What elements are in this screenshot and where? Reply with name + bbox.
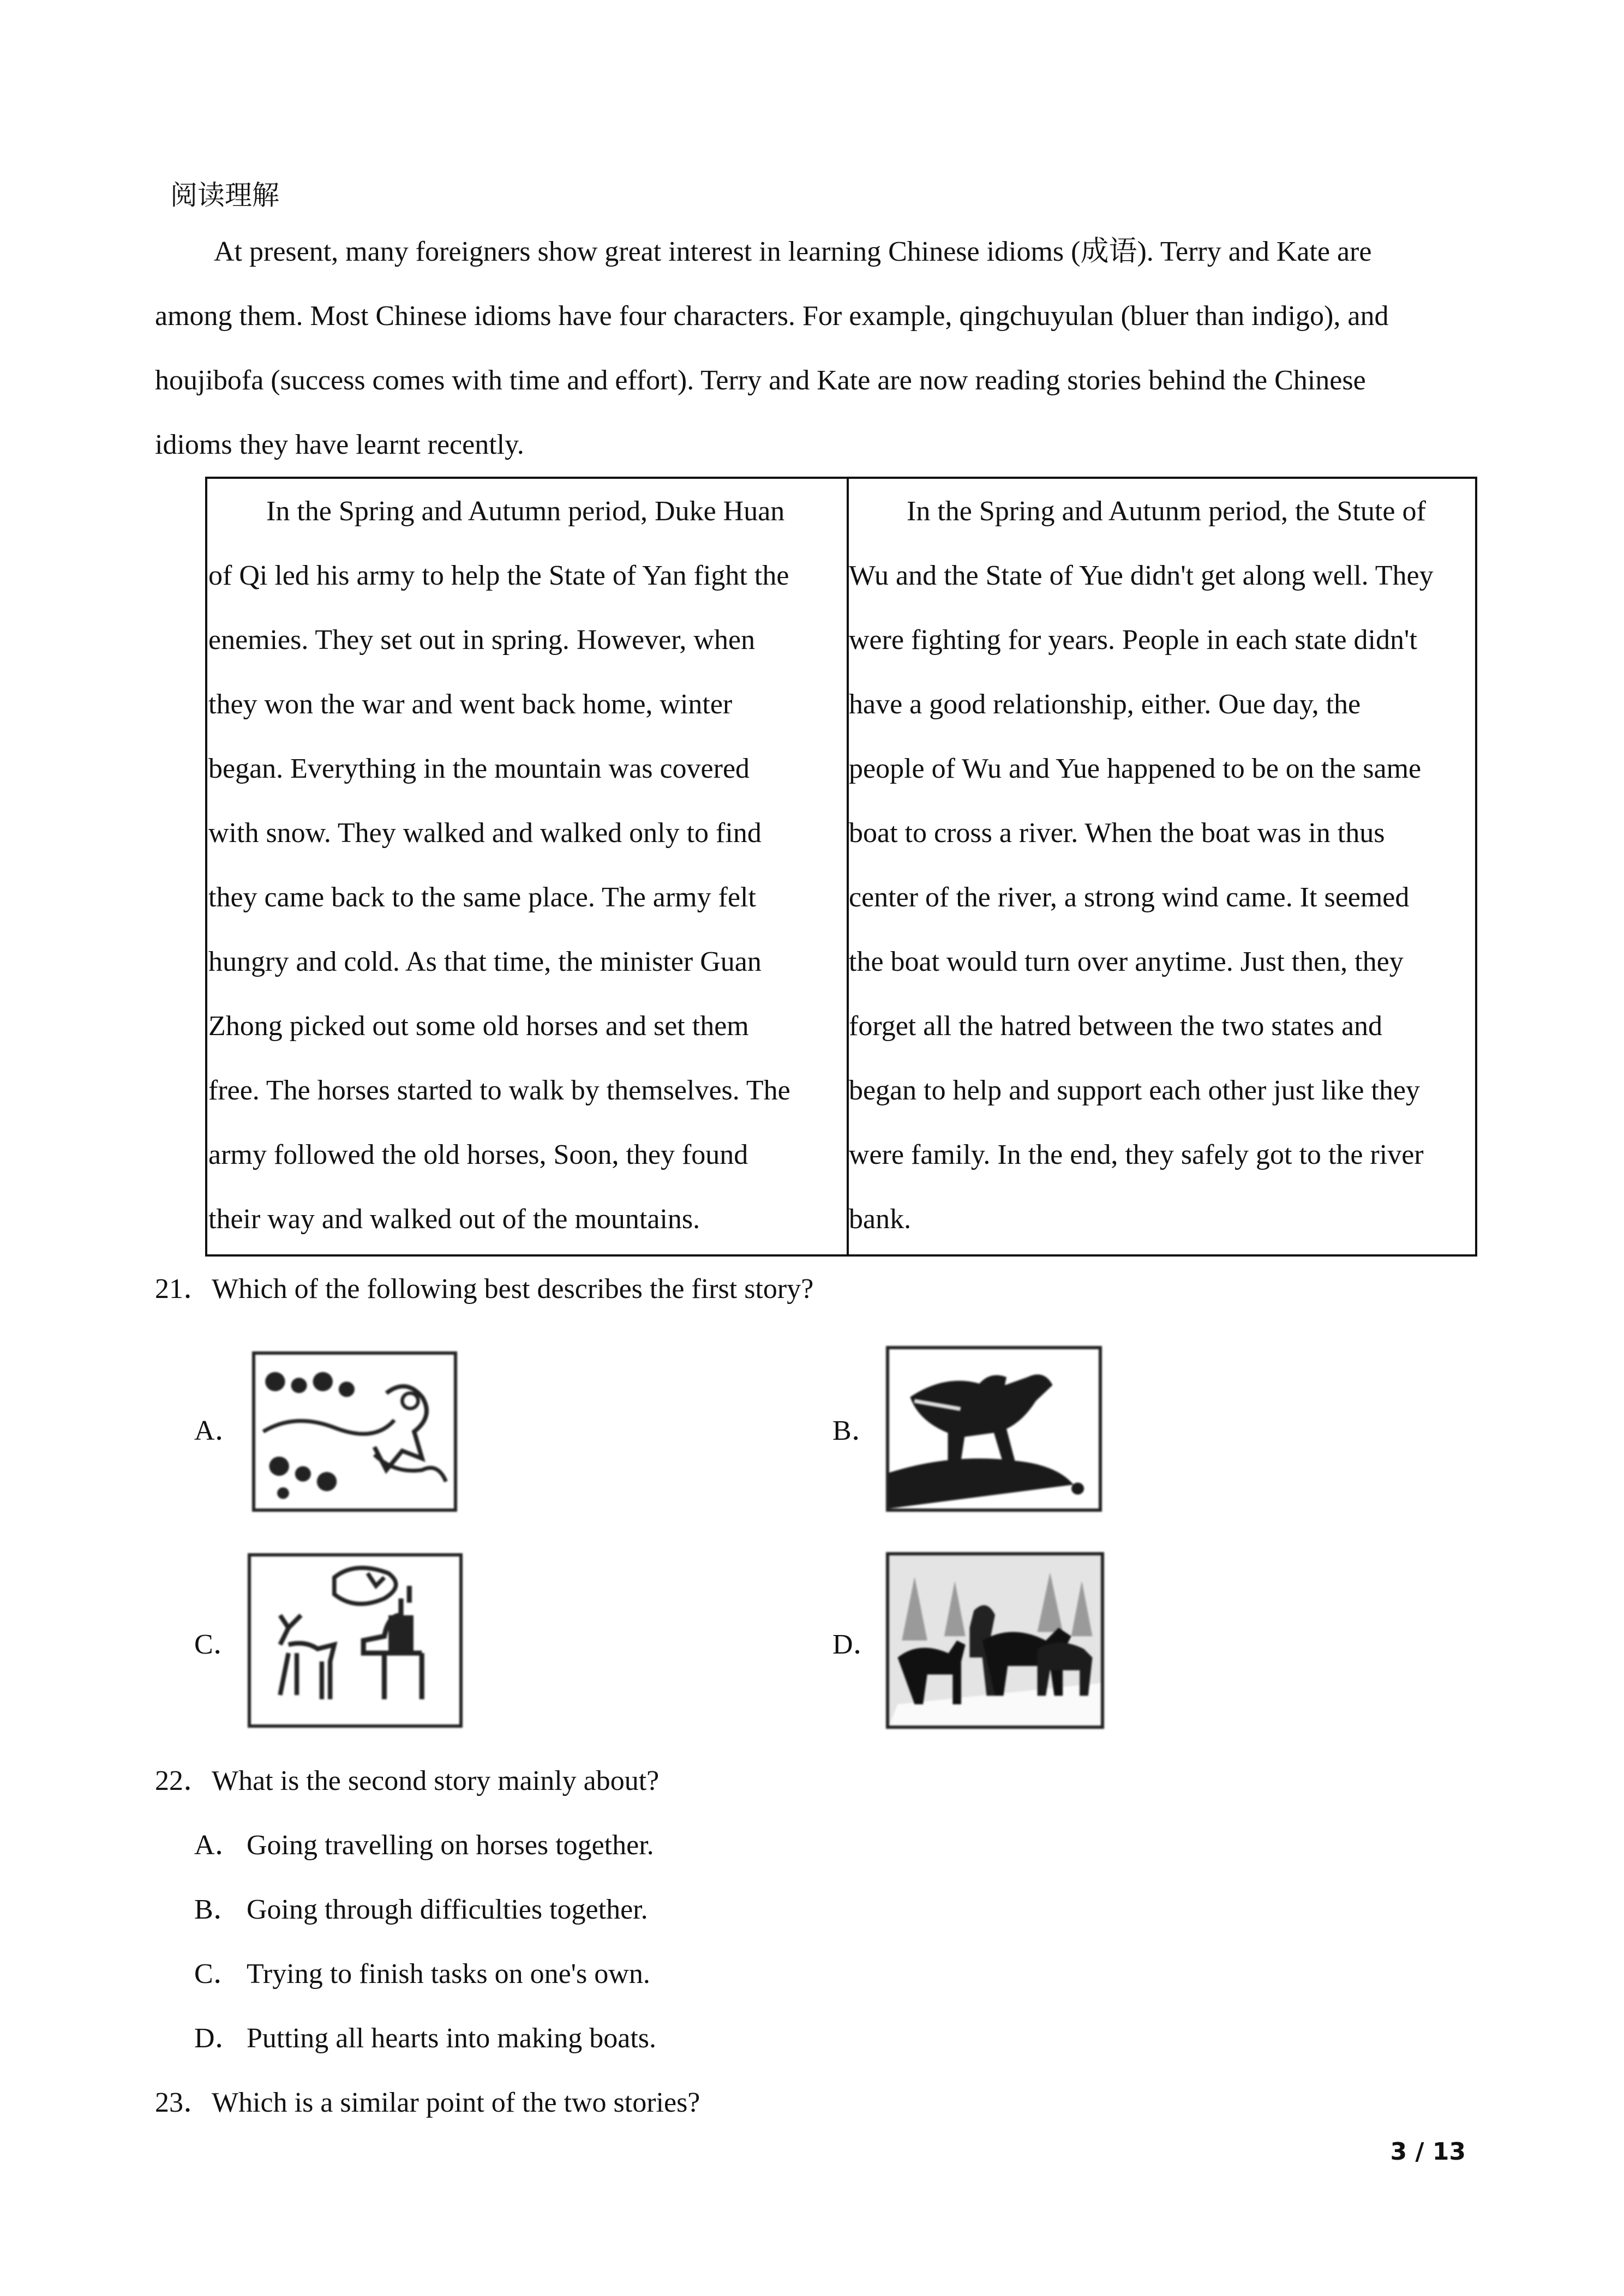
option-text: Going through difficulties together. <box>247 1894 648 1925</box>
story-left-line: enemies. They set out in spring. However, when <box>208 624 756 656</box>
story-table <box>205 477 1477 1257</box>
option-text: Putting all hearts into making boats. <box>247 2023 657 2054</box>
story-left-line: Zhong picked out some old horses and set them <box>208 1011 749 1042</box>
question-number: 21． <box>155 1273 212 1305</box>
option-d-label[interactable]: D． <box>832 1629 882 1660</box>
story-left-line: they came back to the same place. The army felt <box>208 882 756 913</box>
option-letter: B． <box>194 1894 242 1925</box>
horse-rider-on-cliff-icon[interactable] <box>886 1346 1102 1512</box>
horses-in-snow-forest-icon[interactable] <box>886 1552 1104 1729</box>
story-left-line: In the Spring and Autumn period, Duke Huan <box>266 496 785 527</box>
story-left-line: their way and walked out of the mountains. <box>208 1204 700 1235</box>
story-right-line: have a good relationship, either. Oue day, the <box>849 689 1361 720</box>
question-text: Which of the following best describes the first story? <box>212 1273 814 1305</box>
question-22 <box>155 1765 659 1798</box>
story-left-line: free. The horses started to walk by themselves. The <box>208 1075 790 1106</box>
question-23 <box>155 2087 700 2119</box>
story-left-line: army followed the old horses, Soon, they found <box>208 1139 748 1170</box>
story-right-line: began to help and support each other just like they <box>849 1075 1420 1106</box>
option-letter: A． <box>194 1830 243 1861</box>
option-letter: D． <box>194 2023 243 2054</box>
deer-and-official-icon[interactable] <box>248 1553 463 1728</box>
question-21 <box>155 1273 813 1306</box>
story-right-line: forget all the hatred between the two states and <box>849 1011 1383 1042</box>
landscape-rider-sketch-icon[interactable] <box>252 1351 457 1512</box>
intro-line-4: idioms they have learnt recently. <box>155 429 524 460</box>
table-divider <box>847 479 849 1254</box>
story-right-line: In the Spring and Autunm period, the Stute of <box>907 496 1426 527</box>
option-a-label[interactable]: A． <box>194 1415 243 1446</box>
intro-line-3: houjibofa (success comes with time and effort). Terry and Kate are now reading stories behind the Chinese <box>155 365 1366 396</box>
section-heading: 阅读理解 <box>170 179 279 211</box>
option-c-label[interactable]: C． <box>194 1629 242 1660</box>
story-right-line: people of Wu and Yue happened to be on the same <box>849 753 1422 784</box>
page-number: 3 / 13 <box>1390 2138 1466 2166</box>
story-right-line: were fighting for years. People in each state didn't <box>849 624 1417 656</box>
story-left-line: hungry and cold. As that time, the minister Guan <box>208 946 762 977</box>
option-text: Going travelling on horses together. <box>247 1830 654 1861</box>
question-text: Which is a similar point of the two stories? <box>212 2087 700 2118</box>
story-right-line: Wu and the State of Yue didn't get along well. They <box>849 560 1434 591</box>
story-right-line: were family. In the end, they safely got to the river <box>849 1139 1424 1170</box>
story-right-line: center of the river, a strong wind came. It seemed <box>849 882 1410 913</box>
option-text: Trying to finish tasks on one's own. <box>247 1958 650 1990</box>
story-left-line: they won the war and went back home, winter <box>208 689 733 720</box>
story-left-line: with snow. They walked and walked only to find <box>208 818 762 849</box>
question-number: 22． <box>155 1765 212 1796</box>
question-number: 23． <box>155 2087 212 2118</box>
story-left-line: of Qi led his army to help the State of Yan fight the <box>208 560 789 591</box>
option-letter: C． <box>194 1958 242 1990</box>
story-right-line: boat to cross a river. When the boat was in thus <box>849 818 1385 849</box>
intro-line-1: At present, many foreigners show great interest in learning Chinese idioms (成语). Terry and Kate are <box>214 236 1372 267</box>
option-b-label[interactable]: B． <box>832 1415 880 1446</box>
story-right-line: bank. <box>849 1204 912 1235</box>
story-right-line: the boat would turn over anytime. Just then, they <box>849 946 1404 977</box>
intro-line-2: among them. Most Chinese idioms have four characters. For example, qingchuyulan (bluer than indigo), and <box>155 300 1389 332</box>
story-left-line: began. Everything in the mountain was covered <box>208 753 750 784</box>
question-text: What is the second story mainly about? <box>212 1765 660 1796</box>
